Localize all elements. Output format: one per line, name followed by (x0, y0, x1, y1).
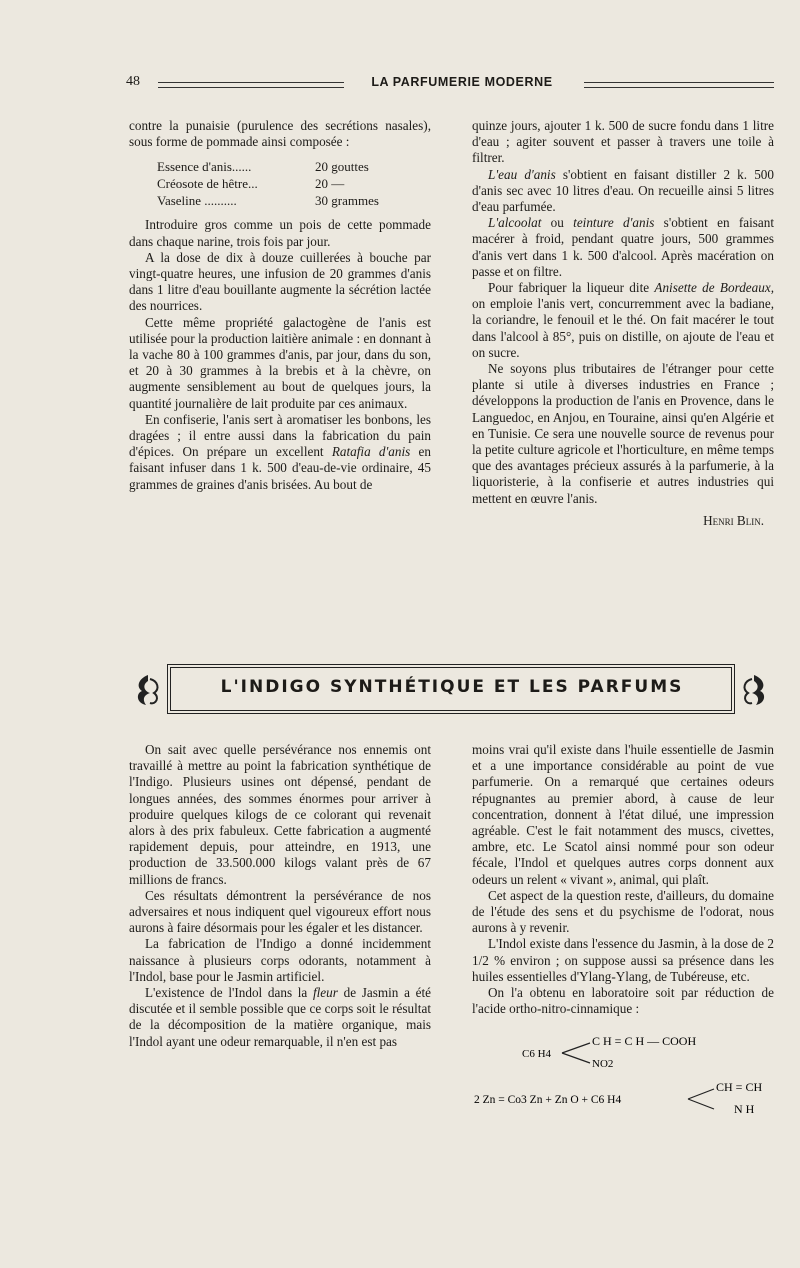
paragraph: quinze jours, ajouter 1 k. 500 de sucre fondu dans 1 litre d'eau ; agiter souvent et passer à travers une toile à filtrer. (472, 118, 774, 166)
recipe-row (157, 192, 431, 209)
text-run: de Jasmin a été discutée et il semble possible que ce corps soit le résultat de la décomposition de la matière organique, mais l'Indol ayant une odeur remarquable, il n'en est pas (129, 985, 431, 1049)
italic-term: teinture d'anis (573, 215, 655, 231)
header-rule-right (584, 82, 774, 88)
page-number: 48 (126, 74, 140, 89)
author-signature: Henri Blin. (703, 512, 764, 528)
text-run: en faisant infuser dans 1 k. 500 d'eau-de-vie ordinaire, 45 grammes de graines d'anis brisées. Au bout de (129, 444, 431, 492)
paragraph: Introduire gros comme un pois de cette pommade dans chaque narine, trois fois par jour. (129, 217, 431, 249)
paragraph: La fabrication de l'Indigo a donné incidemment naissance à plusieurs corps odorants, notamment à l'Indol, base pour le Jasmin artificiel. (129, 936, 431, 984)
text-run: on emploie l'anis vert, concurremment avec la badiane, la coriandre, le fenouil et le thé. On fait macérer le tout dans l'alcool à 85°, puis on distille, on ajoute de l'eau et on sucre. (472, 296, 774, 360)
article-title-band (130, 665, 774, 715)
paragraph: moins vrai qu'il existe dans l'huile essentielle de Jasmin et a une importance considérable au point de vue parfumerie. On a remarqué que certaines odeurs répugnantes au premier abord, à cause de leur concentration, donnent à l'état dilué, une impression agréable. C'est le fait notamment des muscs, civettes, ambre, etc. Le Scatol ainsi nommé pour son odeur fécale, l'Indol et quelques autres corps donnent aux odeurs un relent « vivant », animal, qui plaît. (472, 742, 774, 887)
paragraph (472, 167, 774, 216)
bottom-right-column (472, 742, 774, 1122)
paragraph: A la dose de dix à douze cuillerées à bouche par vingt-quatre heures, une infusion de 20 grammes d'anis dans 1 litre d'eau bouillante augmente la sécrétion lactée des nourrices. (129, 249, 431, 314)
italic-term: fleur (312, 985, 338, 1001)
recipe-quantity: 30 grammes (315, 193, 379, 209)
recipe-row (157, 175, 431, 192)
top-right-column (472, 118, 774, 529)
formula1-bottom: NO2 (592, 1058, 614, 1071)
running-title: LA PARFUMERIE MODERNE (371, 75, 553, 89)
text-run: s'obtient en faisant distiller 2 k. 500 d'anis sec avec 10 litres d'eau. On recueille ainsi 5 litres d'eau parfumée. (472, 166, 774, 215)
formula1-left: C6 H4 (522, 1048, 552, 1061)
paragraph: Cet aspect de la question reste, d'ailleurs, du domaine de l'étude des sens et du psychisme de l'odorat, nous aurons à y revenir. (472, 887, 774, 936)
recipe-ingredient: Créosote de hêtre... (157, 176, 258, 192)
fleuron-right-icon (738, 673, 770, 707)
bottom-left-column (129, 742, 431, 1050)
bond-line (688, 1089, 714, 1099)
text-run: Pour fabriquer la liqueur dite (488, 280, 655, 296)
formula2-left: 2 Zn = Co3 Zn + Zn O + C6 H4 (474, 1094, 622, 1107)
paragraph: On l'a obtenu en laboratoire soit par réduction de l'acide ortho-nitro-cinnamique : (472, 985, 774, 1017)
text-run: s'obtient en faisant macérer à froid, pendant quatre jours, 500 grammes d'anis vert dans 1 k. 500 d'alcool. Après macération on passe et on filtre. (472, 215, 775, 279)
formula1-top: C H = C H — COOH (592, 1034, 697, 1049)
paragraph (129, 985, 431, 1050)
paragraph (472, 215, 774, 280)
recipe-quantity: 20 — (315, 176, 345, 192)
paragraph (472, 280, 774, 361)
article-title: L'INDIGO SYNTHÉTIQUE ET LES PARFUMS (220, 677, 684, 697)
paragraph: Cette même propriété galactogène de l'anis est utilisée pour la production laitière animale : en donnant à la vache 80 à 100 grammes d'anis, par jour, dans du son, et 20 à 30 grammes à la brebis et à la chèvre, on augmente sensiblement au bout de quelques jours, la quantité journalière de lait produite par ces animaux. (129, 314, 431, 411)
header-rule-left (158, 82, 344, 88)
text-run: L'existence de l'Indol dans la (145, 985, 313, 1001)
paragraph (129, 412, 431, 493)
italic-term: L'eau d'anis (488, 166, 556, 182)
recipe-row (157, 158, 431, 175)
text-run: ou (541, 215, 574, 231)
italic-term: L'alcoolat (488, 215, 542, 231)
bond-line (688, 1099, 714, 1109)
italic-term: Anisette de Bordeaux, (654, 280, 774, 296)
recipe (157, 158, 431, 209)
top-left-column (129, 118, 431, 493)
formula2-bottom: N H (734, 1102, 755, 1117)
text-run: En confiserie, l'anis sert à aromatiser les bonbons, les dragées ; il entre aussi dans la fabrication du pain d'épices. On prépare un excellent (129, 411, 431, 460)
paragraph: L'Indol existe dans l'essence du Jasmin, à la dose de 2 1/2 % environ ; on suppose aussi sa présence dans les huiles essentielles d'Ylang-Ylang, de Tubéreuse, etc. (472, 936, 774, 984)
bond-line (562, 1043, 590, 1053)
paragraph: Ces résultats démontrent la persévérance de nos adversaires et nous indiquent quel vigoureux effort nous aurons à faire désormais pour les égaler et les distancer. (129, 887, 431, 936)
bond-line (562, 1053, 590, 1063)
page-header (126, 74, 774, 94)
recipe-ingredient: Essence d'anis...... (157, 159, 252, 175)
paragraph: contre la punaisie (purulence des secrétions nasales), sous forme de pommade ainsi composée : (129, 118, 431, 150)
formula2-top: CH = CH (716, 1080, 763, 1095)
paragraph: Ne soyons plus tributaires de l'étranger pour cette plante si utile à diverses industries en France ; développons la production de l'anis en Provence, dans le Languedoc, en Anjou, en Touraine, ainsi qu'en Algérie et en Tunisie. Ce sera une nouvelle source de revenus pour la petite culture agricole et l'horticulture, en même temps que des avantages précieux assurés à la parfumerie, à la liquoristerie, à la confiserie et autres industries qui mettent en œuvre l'anis. (472, 361, 774, 506)
recipe-ingredient: Vaseline .......... (157, 193, 237, 209)
recipe-quantity: 20 gouttes (315, 159, 369, 175)
chemical-formulas (472, 1021, 774, 1117)
italic-term: Ratafia d'anis (331, 444, 411, 460)
paragraph: On sait avec quelle persévérance nos ennemis ont travaillé à mettre au point la fabrication synthétique de l'Indigo. Plusieurs usines ont dépensé, pendant de longues années, des sommes énormes pour arriver à produire quelques kilogs de ce colorant qui revenait alors à des prix fabuleux. Cette fabrication a augmenté rapidement depuis, pour atteindre, en 1913, une production de 33.500.000 kilogs valant près de 67 millions de francs. (129, 742, 431, 887)
